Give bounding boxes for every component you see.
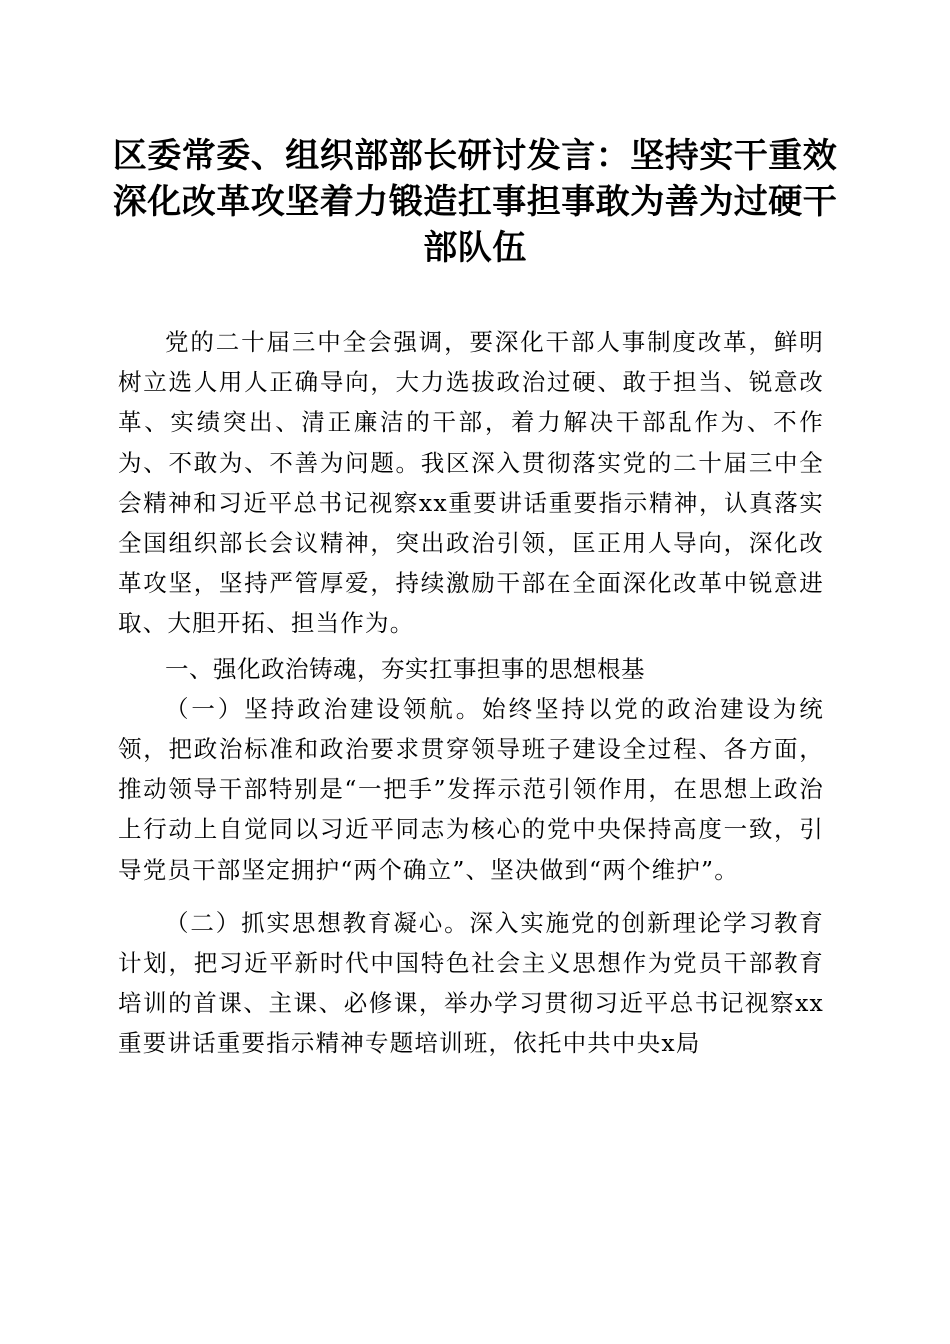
section-1-item-1-paragraph: （一）坚持政治建设领航。始终坚持以党的政治建设为统领，把政治标准和政治要求贯穿领导班子建设全过程、各方面，推动领导干部特别是“一把手”发挥示范引领作用，在思想上政治上行动上自觉同以习近平同志为核心的党中央保持高度一致，引导党员干部坚定拥护“两个确立”、坚决做到“两个维护”。 [118,694,824,884]
section-1-item-2-paragraph: （二）抓实思想教育凝心。深入实施党的创新理论学习教育计划，把习近平新时代中国特色社会主义思想作为党员干部教育培训的首课、主课、必修课，举办学习贯彻习近平总书记视察xx重要讲话重要指示精神专题培训班，依托中共中央x局 [118,908,824,1058]
intro-paragraph: 党的二十届三中全会强调，要深化干部人事制度改革，鲜明树立选人用人正确导向，大力选拔政治过硬、敢于担当、锐意改革、实绩突出、清正廉洁的干部，着力解决干部乱作为、不作为、不敢为、不善为问题。我区深入贯彻落实党的二十届三中全会精神和习近平总书记视察xx重要讲话重要指示精神，认真落实全国组织部长会议精神，突出政治引领，匡正用人导向，深化改革攻坚，坚持严管厚爱，持续激励干部在全面深化改革中锐意进取、大胆开拓、担当作为。 [118,328,824,638]
document-body [118,322,824,1064]
section-1-heading: 一、强化政治铸魂，夯实扛事担事的思想根基 [165,654,645,683]
document-title: 区委常委、组织部部长研讨发言：坚持实干重效深化改革攻坚着力锻造扛事担事敢为善为过硬干部队伍 [112,136,838,268]
